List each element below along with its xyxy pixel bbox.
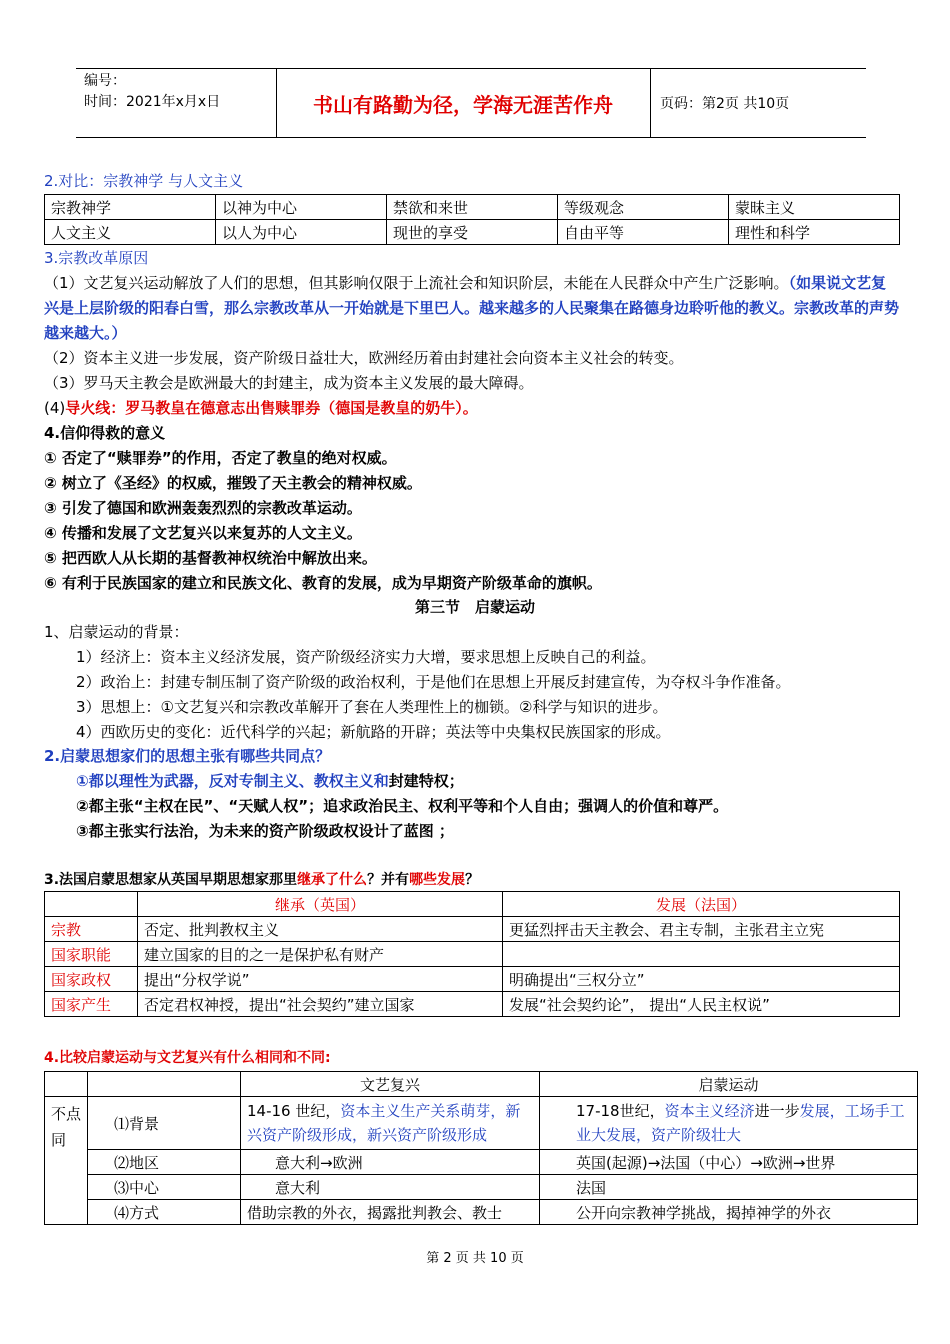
row-label: ⑶中心 xyxy=(88,1175,241,1200)
table-cell: 蒙昧主义 xyxy=(729,195,900,220)
doc-number-label: 编号： xyxy=(84,73,126,89)
row-label: ⑷方式 xyxy=(88,1200,241,1225)
table-header: 启蒙运动 xyxy=(540,1072,918,1097)
table-cell: 以人为中心 xyxy=(216,220,387,245)
table-cell xyxy=(540,1097,918,1150)
list-item: 4）西欧历史的变化：近代科学的兴起；新航路的开辟；英法等中央集权民族国家的形成。 xyxy=(76,723,671,741)
section-heading: 第三节 启蒙运动 xyxy=(414,598,535,616)
sec2-title xyxy=(44,169,243,193)
table-cell: 英国(起源)→法国（中心）→欧洲→世界 xyxy=(540,1150,918,1175)
sec3-p1-text: （1）文艺复兴运动解放了人们的思想，但其影响仅限于上流社会和知识阶层，未能在人民群众中产生广泛影响。 xyxy=(44,274,789,292)
table-header: 发展（法国） xyxy=(503,892,900,917)
table-row xyxy=(45,967,900,992)
table-header: 继承（英国） xyxy=(138,892,503,917)
page-header xyxy=(76,68,866,138)
table-row xyxy=(45,1200,918,1225)
q3-title-part: ？ xyxy=(465,872,480,888)
q2-answer-1-rest: 封建特权； xyxy=(388,772,464,790)
list-item: 1）经济上：资本主义经济发展，资产阶级经济实力大增，要求思想上反映自己的利益。 xyxy=(76,648,656,666)
cell-text-blue: 发展，工场手工业大发展，资产阶级壮大 xyxy=(576,1102,905,1144)
sec3-p1 xyxy=(44,271,900,346)
table-cell: 建立国家的目的之一是保护私有财产 xyxy=(138,942,503,967)
table-row xyxy=(45,220,900,245)
table-row xyxy=(45,1175,918,1200)
table-cell: 禁欲和来世 xyxy=(387,195,558,220)
sec2-title-text: 2.对比：宗教神学 与人文主义 xyxy=(44,172,244,190)
list-item: ⑥ 有利于民族国家的建立和民族文化、教育的发展，成为早期资产阶级革命的旗帜。 xyxy=(44,574,602,592)
q2-answer-1 xyxy=(76,769,464,793)
list-item: 3）思想上：①文艺复兴和宗教改革解开了套在人类理性上的枷锁。②科学与知识的进步。 xyxy=(76,698,668,716)
doc-time-label: 时间：2021年x月x日 xyxy=(84,94,221,110)
list-item: ① 否定了“赎罪券”的作用，否定了教皇的绝对权威。 xyxy=(44,449,397,467)
sec4-title: 4.信仰得救的意义 xyxy=(44,424,166,442)
header-divider xyxy=(650,69,651,137)
table-cell: 人文主义 xyxy=(45,220,216,245)
list-item: 2）政治上：封建专制压制了资产阶级的政治权利，于是他们在思想上开展反封建宣传，为夺权斗争作准备。 xyxy=(76,673,791,691)
table-header: 文艺复兴 xyxy=(241,1072,540,1097)
table-cell: 否定君权神授，提出“社会契约”建立国家 xyxy=(138,992,503,1017)
table-cell xyxy=(503,942,900,967)
list-item: ⑤ 把西欧人从长期的基督教神权统治中解放出来。 xyxy=(44,549,377,567)
row-label: 国家政权 xyxy=(45,967,138,992)
cell-text: 14-16 世纪， xyxy=(247,1102,341,1120)
table-cell: 公开向宗教神学挑战，揭掉神学的外衣 xyxy=(540,1200,918,1225)
q3-title-part: 3.法国启蒙思想家从英国早期思想家那里 xyxy=(44,872,298,888)
table-row xyxy=(45,1150,918,1175)
row-label: ⑴背景 xyxy=(88,1097,241,1150)
table-cell: 发展“社会契约论”， 提出“人民主权说” xyxy=(503,992,900,1017)
table-cell: 否定、批判教权主义 xyxy=(138,917,503,942)
table-cell xyxy=(241,1097,540,1150)
table-cell: 自由平等 xyxy=(558,220,729,245)
cell-text: 17-18世纪， xyxy=(576,1102,665,1120)
table-row xyxy=(45,992,900,1017)
cell-text-blue: 资本主义生产关系萌芽，新兴资产阶级形成，新兴资产阶级形成 xyxy=(247,1102,521,1144)
table-row xyxy=(45,892,900,917)
table-row xyxy=(45,195,900,220)
table-cell: 意大利→欧洲 xyxy=(241,1150,540,1175)
q3-title xyxy=(44,868,479,892)
sec3-p4 xyxy=(44,396,478,420)
header-motto: 书山有路勤为径，学海无涯苦作舟 xyxy=(313,93,613,117)
table-cell: 以神为中心 xyxy=(216,195,387,220)
table-row xyxy=(45,917,900,942)
table-row xyxy=(45,1072,918,1097)
q3-title-part: 哪些发展 xyxy=(409,872,466,888)
table-cell: 宗教神学 xyxy=(45,195,216,220)
sec3-p1-note: （如果说文艺复兴是上层阶级的阳春白雪，那么宗教改革从一开始就是下里巴人。越来越多的人民聚集在路德身边聆听他的教义。宗教改革的声势越来越大。） xyxy=(44,274,900,342)
header-page-label: 页码：第2页 共10页 xyxy=(660,96,790,112)
table-cell xyxy=(45,892,138,917)
bg-title: 1、启蒙运动的背景： xyxy=(44,623,189,641)
table-cell: 理性和科学 xyxy=(729,220,900,245)
table-cell xyxy=(88,1072,241,1097)
q2-answer-3: ③都主张实行法治，为未来的资产阶级政权设计了蓝图 ； xyxy=(76,822,454,840)
q2-answer-2: ②都主张“主权在民”、“天赋人权”；追求政治民主、权利平等和个人自由；强调人的价值和尊严。 xyxy=(76,797,729,815)
table-cell: 更猛烈抨击天主教会、君主专制，主张君主立宪 xyxy=(503,917,900,942)
list-item: ④ 传播和发展了文艺复兴以来复苏的人文主义。 xyxy=(44,524,362,542)
sec3-p2: （2）资本主义进一步发展，资产阶级日益壮大，欧洲经历着由封建社会向资本主义社会的转变。 xyxy=(44,349,684,367)
q2-answer-1-blue: ①都以理性为武器，反对专制主义、教权主义和 xyxy=(76,772,389,790)
table-cell: 意大利 xyxy=(241,1175,540,1200)
table-cell: 等级观念 xyxy=(558,195,729,220)
row-label: ⑵地区 xyxy=(88,1150,241,1175)
inherit-develop-table xyxy=(44,891,900,1017)
row-label: 国家产生 xyxy=(45,992,138,1017)
compare-table xyxy=(44,194,900,245)
q2-title: 2.启蒙思想家们的思想主张有哪些共同点？ xyxy=(44,747,331,765)
page-footer: 第 2 页 共 10 页 xyxy=(426,1251,524,1266)
sec3-p3: （3）罗马天主教会是欧洲最大的封建主，成为资本主义发展的最大障碍。 xyxy=(44,374,534,392)
cell-text-blue: 资本主义经济 xyxy=(664,1102,755,1120)
q3-title-part: 继承了什么 xyxy=(297,872,368,888)
list-item: ② 树立了《圣经》的权威，摧毁了天主教会的精神权威。 xyxy=(44,474,422,492)
row-label: 国家职能 xyxy=(45,942,138,967)
list-item: ③ 引发了德国和欧洲轰轰烈烈的宗教改革运动。 xyxy=(44,499,362,517)
sec3-p4-prefix: (4) xyxy=(44,399,66,417)
table-cell: 明确提出“三权分立” xyxy=(503,967,900,992)
group-label: 不点同 xyxy=(45,1097,88,1225)
table-row xyxy=(45,942,900,967)
q4-title: 4.比较启蒙运动与文艺复兴有什么相同和不同: xyxy=(44,1050,331,1066)
compare-enlightenment-table xyxy=(44,1071,918,1225)
table-row xyxy=(45,1097,918,1150)
header-meta xyxy=(84,71,274,113)
table-cell: 现世的享受 xyxy=(387,220,558,245)
row-label: 宗教 xyxy=(45,917,138,942)
cell-text: 进一步 xyxy=(754,1102,800,1120)
q3-title-part: ？并有 xyxy=(367,872,410,888)
table-cell: 借助宗教的外衣，揭露批判教会、教士 xyxy=(241,1200,540,1225)
table-cell: 提出“分权学说” xyxy=(138,967,503,992)
sec3-p4-text: 导火线：罗马教皇在德意志出售赎罪券（德国是教皇的奶牛）。 xyxy=(65,399,478,417)
sec3-title: 3.宗教改革原因 xyxy=(44,249,149,267)
table-cell xyxy=(45,1072,88,1097)
table-cell: 法国 xyxy=(540,1175,918,1200)
